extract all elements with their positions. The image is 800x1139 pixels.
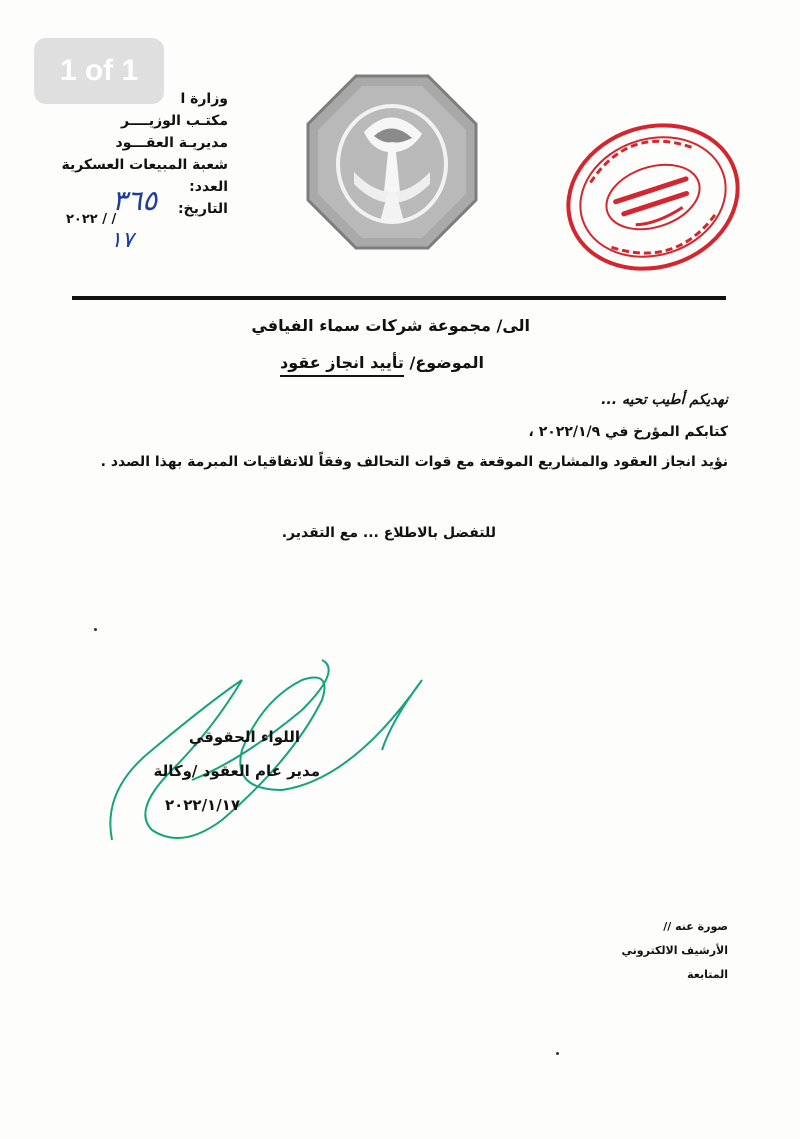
signatory-position: مدير عام العقود /وكالة bbox=[153, 762, 320, 780]
date-template: ٢٠٢٢ / / bbox=[66, 212, 117, 227]
subject-line bbox=[280, 353, 484, 372]
scan-speck bbox=[94, 628, 97, 631]
cc-item-archive: الأرشيف الالكتروني bbox=[621, 944, 728, 957]
signatory-title: اللواء الحقوقي bbox=[188, 728, 300, 746]
date-label: التاريخ: bbox=[177, 201, 228, 217]
closing-line: للتفضل بالاطلاع ... مع التقدير. bbox=[281, 525, 496, 541]
cc-label: صورة عنه // bbox=[663, 920, 728, 933]
cc-item-followup: المتابعة bbox=[687, 968, 728, 981]
number-label: العدد: bbox=[189, 179, 228, 195]
signature-date: ٢٠٢٢/١/١٧ bbox=[164, 796, 240, 814]
subject-text: تأييد انجاز عقود bbox=[280, 353, 404, 377]
handwritten-day: ١٧ bbox=[110, 228, 134, 253]
directorate-name: مديريـة العقـــود bbox=[115, 135, 228, 151]
scan-speck bbox=[556, 1052, 559, 1055]
cc-block bbox=[622, 915, 728, 987]
reference-line: كتابكم المؤرخ في ٢٠٢٢/١/٩ ، bbox=[528, 424, 728, 440]
page-counter: 1 of 1 bbox=[34, 38, 164, 104]
ministry-name: وزارة ا bbox=[180, 91, 228, 107]
handwritten-signature bbox=[92, 640, 452, 870]
header-divider bbox=[72, 296, 726, 300]
body-text: نؤيد انجاز العقود والمشاريع الموقعة مع قوات التحالف وفقاً للاتفاقيات المبرمة بهذا الصدد . bbox=[100, 454, 728, 470]
subject-label: الموضوع/ bbox=[409, 353, 484, 372]
official-stamp bbox=[558, 112, 748, 282]
handwritten-number: ٣٦٥ bbox=[112, 184, 158, 217]
office-name: مكتـب الوزيــــر bbox=[120, 113, 228, 129]
section-name: شعبة المبيعات العسكرية bbox=[61, 157, 228, 173]
greeting-line: نهديكم أطيب تحيه ... bbox=[601, 392, 728, 408]
recipient-line: الى/ مجموعة شركات سماء الفيافي bbox=[251, 316, 530, 335]
ministry-emblem bbox=[304, 72, 480, 252]
